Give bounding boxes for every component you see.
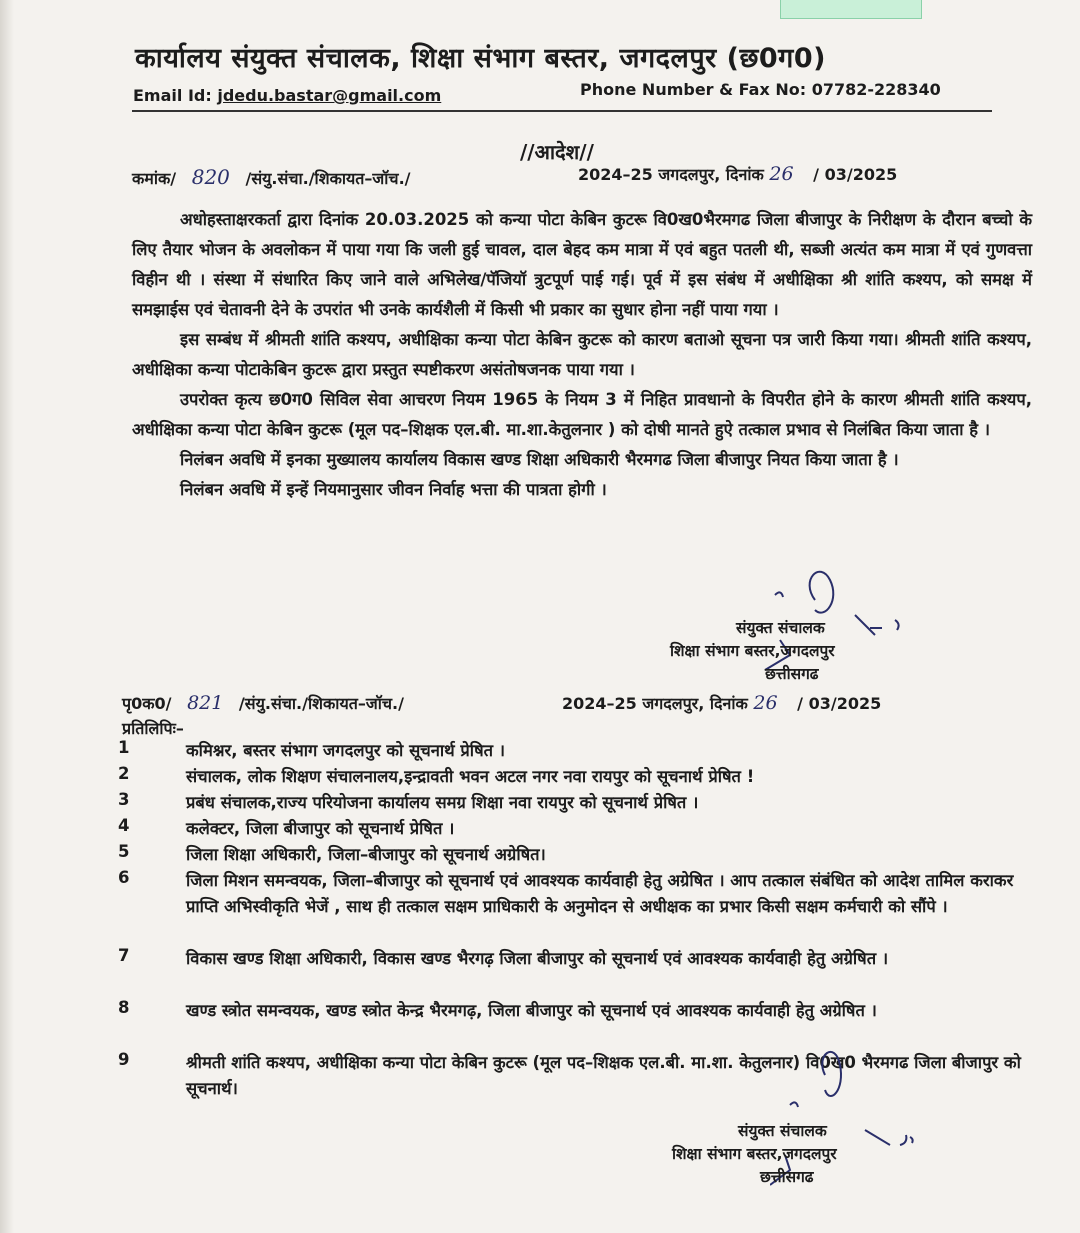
list-item [118, 868, 1038, 920]
endorsement-ref-suffix: /संयु.संचा./शिकायत–जॉच./ [238, 694, 404, 713]
copy-number: 8 [118, 998, 130, 1017]
list-item [118, 816, 454, 842]
list-item [118, 738, 505, 764]
signature-office [670, 640, 835, 686]
sticky-note [780, 0, 922, 19]
body-paragraph: उपरोक्त कृत्य छ0ग0 सिविल सेवा आचरण नियम 1965 के नियम 3 में निहित प्रावधानो के विपरीत होने के कारण श्रीमती शांति कश्यप, अधीक्षिका कन्या पोटा केबिन कुटरू (मूल पद–शिक्षक एल.बी. मा.शा.केतुलनार ) को दोषी मानते हुऐ तत्काल प्रभाव से निलंबित किया जाता है । [132, 390, 1032, 439]
copy-number: 9 [118, 1050, 130, 1069]
copy-recipient: संचालक, लोक शिक्षण संचालनालय,इन्द्रावती भवन अटल नगर नवा रायपुर को सूचनार्थ प्रेषित ! [186, 767, 755, 786]
copy-recipient: श्रीमती शांति कश्यप, अधीक्षिका कन्या पोटा केबिन कुटरू (मूल पद–शिक्षक एल.बी. मा.शा. केतुलनार) वि0ख0 भैरमगढ जिला बीजापुर को सूचनार्थ। [186, 1053, 1021, 1098]
body-paragraph: इस सम्बंध में श्रीमती शांति कश्यप, अधीक्षिका कन्या पोटा केबिन कुटरू को कारण बताओ सूचना पत्र जारी किया गया। श्रीमती शांति कश्यप, अधीक्षिका कन्या पोटाकेबिन कुटरू द्वारा प्रस्तुत स्पष्टीकरण असंतोषजनक पाया गया । [132, 330, 1032, 379]
endorsement-reference [122, 692, 404, 714]
copy-recipient: खण्ड स्त्रोत समन्वयक, खण्ड स्त्रोत केन्द्र भैरमगढ़, जिला बीजापुर को सूचनार्थ एवं आवश्यक कार्यवाही हेतु अग्रेषित । [186, 1001, 877, 1020]
signatory-title: संयुक्त संचालक [736, 619, 825, 637]
ref-month-year: / 03/2025 [813, 165, 898, 184]
email-line [133, 86, 441, 105]
endorsement-month-year: / 03/2025 [797, 694, 882, 713]
signatory-office-2: शिक्षा संभाग बस्तर,जगदलपुर [672, 1145, 837, 1163]
copy-recipient: जिला मिशन समन्वयक, जिला–बीजापुर को सूचनार्थ एवं आवश्यक कार्यवाही हेतु अग्रेषित । आप तत्काल संबंधित को आदेश तामिल कराकर प्राप्ति अभिस्वीकृति भेजें , साथ ही तत्काल सक्षम प्राधिकारी के अनुमोदन से अधीक्षक का प्रभार किसी सक्षम कर्मचारी को सौंपे । [186, 871, 1014, 916]
copy-recipient: कलेक्टर, जिला बीजापुर को सूचनार्थ प्रेषित । [186, 819, 455, 838]
body-paragraph: निलंबन अवधि में इन्हें नियमानुसार जीवन निर्वाह भत्ता की पात्रता होगी । [180, 480, 607, 499]
copy-recipient: कमिश्नर, बस्तर संभाग जगदलपुर को सूचनार्थ प्रेषित । [186, 741, 506, 760]
endorsement-day-handwritten: 26 [753, 692, 778, 714]
ref-year-place: 2024–25 जगदलपुर, दिनांक [578, 165, 764, 184]
list-item [118, 764, 754, 790]
body-paragraph: अधोहस्ताक्षरकर्ता द्वारा दिनांक 20.03.2025 को कन्या पोटा केबिन कुटरू वि0ख0भैरमगढ जिला बीजापुर के निरीक्षण के दौरान बच्चो के लिए तैयार भोजन के अवलोकन में पाया गया कि जली हुई चावल, दाल बेहद कम मात्रा में एवं बहुत पतली थी, सब्जी अत्यंत कम मात्रा में एवं गुणवत्ता विहीन थी । संस्था में संधारित किए जाने वाले अभिलेख/पॅजियॉ त्रुटपूर्ण पाई गई। पूर्व में इस संबंध में अधीक्षिका श्री शांति कश्यप, को समक्ष में समझाईस एवं चेतावनी देने के उपरांत भी उनके कार्यशैली में किसी भी प्रकार का सुधार होना नहीं पाया गया । [132, 210, 1032, 319]
email-link[interactable]: jdedu.bastar@gmail.com [217, 86, 442, 105]
ref-number-handwritten: 820 [191, 165, 230, 189]
list-item [118, 842, 546, 868]
phone-label: Phone Number & Fax No: [580, 80, 807, 99]
list-item [118, 998, 1038, 1024]
endorsement-ref-number-handwritten: 821 [187, 692, 224, 714]
ref-suffix: /संयु.संचा./शिकायत–जॉच./ [245, 169, 411, 188]
copy-recipient: विकास खण्ड शिक्षा अधिकारी, विकास खण्ड भैरगढ़ जिला बीजापुर को सूचनार्थ एवं आवश्यक कार्यवाही हेतु अग्रेषित । [186, 949, 889, 968]
copy-number: 1 [118, 738, 130, 757]
order-title: //आदेश// [520, 140, 594, 164]
copy-number: 3 [118, 790, 130, 809]
ref-day-handwritten: 26 [769, 163, 794, 185]
endorsement-ref-prefix: पृ0क0/ [122, 694, 172, 713]
copy-number: 6 [118, 868, 130, 887]
body-paragraph: निलंबन अवधि में इनका मुख्यालय कार्यालय विकास खण्ड शिक्षा अधिकारी भैरमगढ जिला बीजापुर नियत किया जाता है । [180, 450, 899, 469]
phone-number: 07782-228340 [811, 80, 941, 99]
order-date [578, 163, 897, 185]
list-item [118, 790, 698, 816]
copy-number: 7 [118, 946, 130, 965]
copy-recipient: प्रबंध संचालक,राज्य परियोजना कार्यालय समग्र शिक्षा नवा रायपुर को सूचनार्थ प्रेषित । [186, 793, 699, 812]
copy-number: 2 [118, 764, 130, 783]
list-item [118, 946, 1038, 972]
signatory-title-2: संयुक्त संचालक [738, 1122, 827, 1140]
endorsement-year-place: 2024–25 जगदलपुर, दिनांक [562, 694, 748, 713]
signatory-state-2: छत्तीसगढ [760, 1168, 814, 1186]
copy-number: 4 [118, 816, 130, 835]
signature-block-2 [738, 1120, 827, 1143]
order-body [132, 205, 1032, 505]
phone-line [580, 80, 941, 99]
ref-prefix: कमांक/ [132, 169, 177, 188]
order-reference [132, 165, 411, 189]
endorsement-date [562, 692, 881, 714]
signatory-office: शिक्षा संभाग बस्तर,जगदलपुर [670, 642, 835, 660]
signature-office-2 [672, 1143, 837, 1189]
copy-to-label: प्रतिलिपिः– [122, 719, 184, 738]
email-label: Email Id: [133, 86, 212, 105]
signature-block [736, 617, 825, 640]
page-edge-shadow [0, 0, 14, 1233]
copy-number: 5 [118, 842, 130, 861]
signatory-state: छत्तीसगढ [765, 665, 819, 683]
office-title: कार्यालय संयुक्त संचालक, शिक्षा संभाग बस्तर, जगदलपुर (छ0ग0) [135, 43, 826, 74]
header-divider [132, 110, 992, 112]
copy-recipient: जिला शिक्षा अधिकारी, जिला–बीजापुर को सूचनार्थ अग्रेषित। [186, 845, 546, 864]
